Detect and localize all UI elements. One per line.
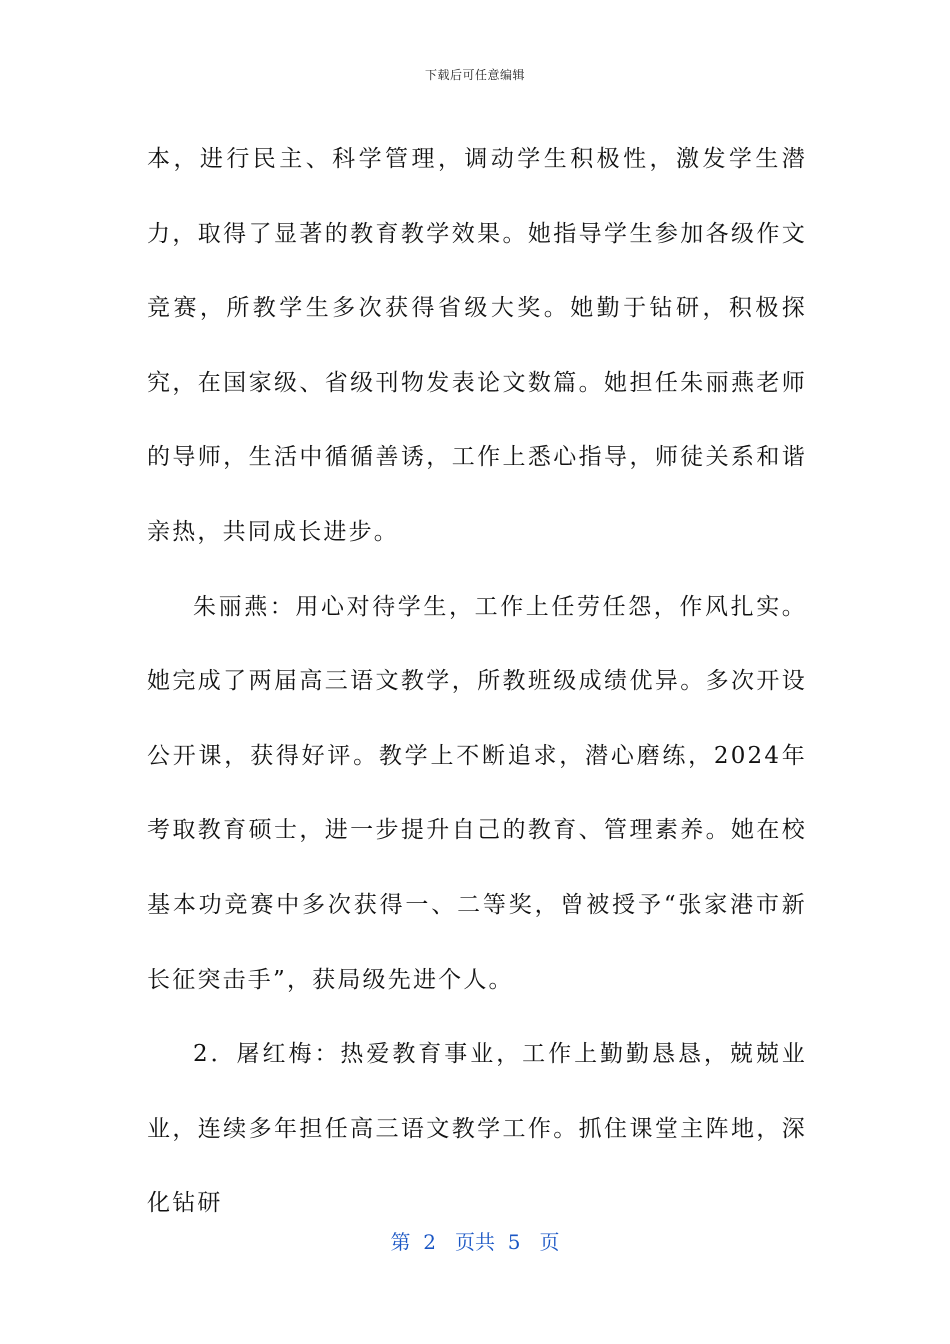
paragraph-1: 本，进行民主、科学管理，调动学生积极性，激发学生潜力，取得了显著的教育教学效果。她指导学生参加各级作文竞赛，所教学生多次获得省级大奖。她勤于钻研，积极探究，在国家级、省级刊物发表论文数篇。她担任朱丽燕老师的导师，生活中循循善诱，工作上悉心指导，师徒关系和谐亲热，共同成长进步。 <box>147 146 807 545</box>
footer-current-page: 2 <box>423 1230 436 1254</box>
footer-total-pages: 5 <box>507 1230 521 1254</box>
paragraph-3: 2．屠红梅：热爱教育事业，工作上勤勤恳恳，兢兢业业，连续多年担任高三语文教学工作。抓住课堂主阵地，深化钻研 <box>147 1041 807 1217</box>
header-note: 下载后可任意编辑 <box>424 68 525 82</box>
footer-middle: 页共 <box>455 1230 495 1254</box>
paragraph-2: 朱丽燕：用心对待学生，工作上任劳任怨，作风扎实。她完成了两届高三语文教学，所教班级成绩优异。多次开设公开课，获得好评。教学上不断追求，潜心磨练，2024年考取教育硕士，进一步提升自己的教育、管理素养。她在校基本功竞赛中多次获得一、二等奖，曾被授予“张家港市新长征突击手”，获局级先进个人。 <box>147 593 807 993</box>
footer-suffix: 页 <box>539 1230 560 1254</box>
page-footer <box>0 1226 950 1255</box>
document-body <box>147 122 807 1241</box>
footer-prefix: 第 <box>390 1230 411 1254</box>
